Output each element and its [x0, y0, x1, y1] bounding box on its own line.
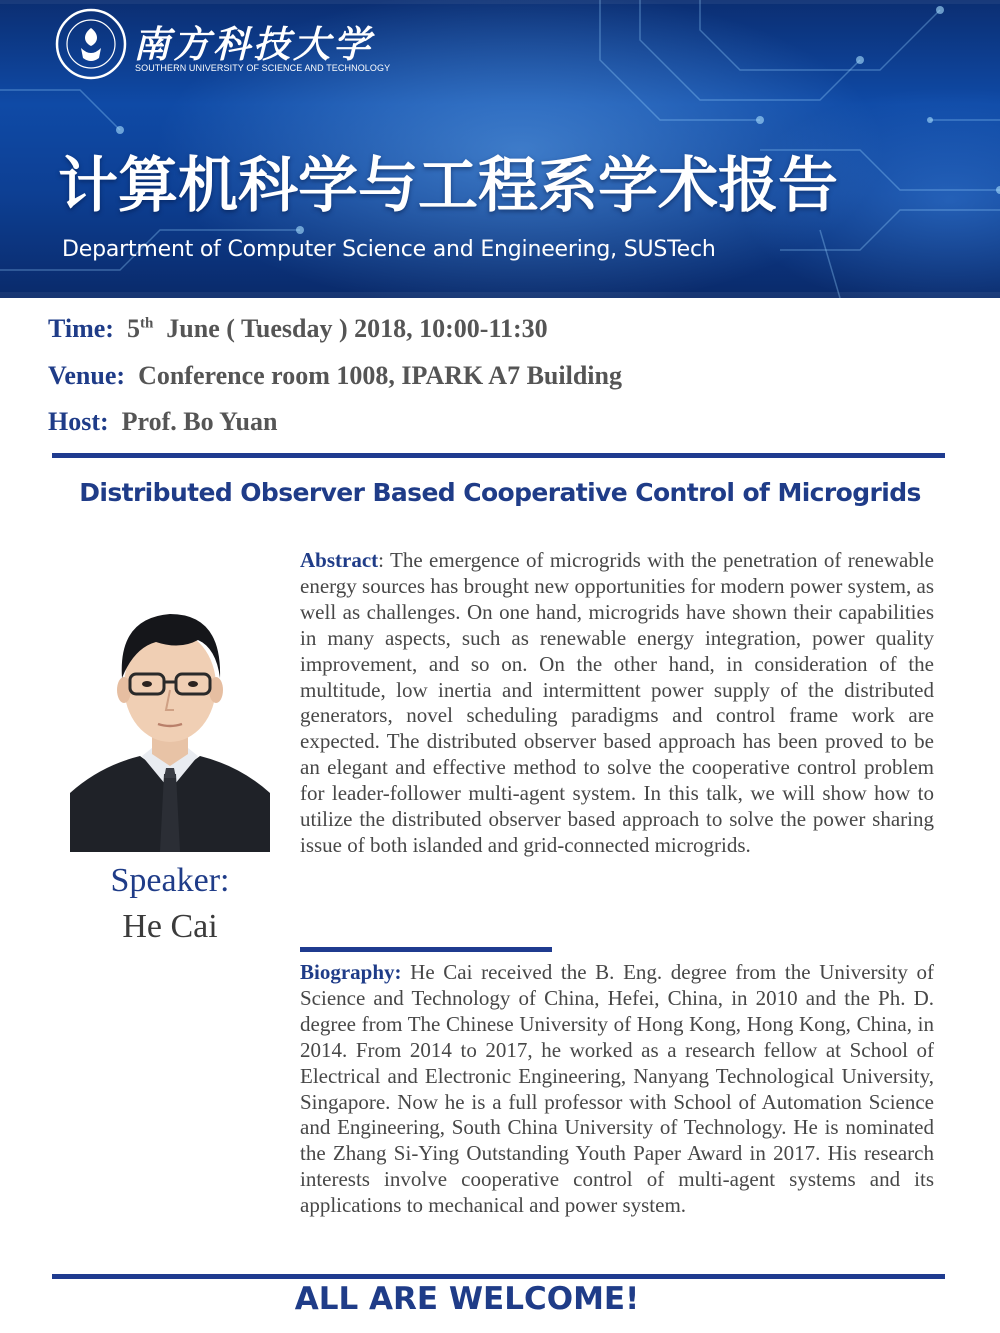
time-label: Time:: [48, 314, 114, 343]
header-banner: [0, 0, 1000, 298]
biography-heading: Biography:: [300, 960, 402, 984]
page-title: 计算机科学与工程系学术报告: [58, 151, 838, 221]
host-value: Prof. Bo Yuan: [121, 407, 278, 436]
host-row: [48, 407, 277, 437]
abstract-section: [300, 548, 934, 859]
host-label: Host:: [48, 407, 109, 436]
welcome-footer: ALL ARE WELCOME!: [294, 1281, 640, 1317]
university-logo: [55, 8, 391, 80]
divider-mid: [300, 947, 552, 952]
divider-top: [52, 453, 945, 458]
talk-title: Distributed Observer Based Cooperative Control of Microgrids: [79, 478, 921, 507]
speaker-photo: [70, 578, 270, 852]
speaker-label: Speaker:: [110, 862, 230, 899]
speaker-name: He Cai: [122, 908, 218, 945]
department-subtitle: Department of Computer Science and Engineering, SUSTech: [62, 237, 716, 262]
venue-label: Venue:: [48, 361, 126, 390]
speaker-portrait-image: [70, 578, 270, 852]
university-seal-icon: [55, 8, 127, 80]
university-name-en: SOUTHERN UNIVERSITY OF SCIENCE AND TECHNOLOGY: [135, 63, 391, 73]
abstract-heading: Abstract: [300, 548, 379, 572]
time-day: 5: [126, 314, 140, 343]
time-value: June ( Tuesday ) 2018, 10:00-11:30: [166, 314, 548, 343]
biography-text: He Cai received the B. Eng. degree from the University of Science and Technology of China, Hefei, China, in 2010 and the Ph. D. degree from The Chinese University of Hong Kong, Hong Kong, China, in 2014. From 2014 to 2017, he worked as a research fellow at School of Electrical and Electronic Engineering, Nanyang Technological University, Singapore. Now he is a full professor with School of Automation Science and Engineering, South China University of Technology. He is nominated the Zhang Si-Ying Outstanding Youth Paper Award in 2017. His research interests involve cooperative control of multi-agent systems and its applications to mechanical and power system.: [300, 960, 934, 1218]
time-day-suffix: th: [139, 315, 154, 332]
biography-section: [300, 960, 934, 1219]
divider-bottom: [52, 1274, 945, 1279]
time-row: [48, 314, 548, 344]
university-name-cn: 南方科技大学: [133, 22, 373, 66]
venue-value: Conference room 1008, IPARK A7 Building: [138, 361, 622, 390]
venue-row: [48, 361, 622, 391]
abstract-text: : The emergence of microgrids with the penetration of renewable energy sources has brought new opportunities for modern power system, as well as challenges. On one hand, microgrids have shown their capabilities in many aspects, such as renewable energy integration, power quality improvement, and so on. On the other hand, in consideration of the multitude, low inertia and intermittent power supply of the distributed generators, novel scheduling paradigms and control frame work are expected. The distributed observer based approach has been proved to be an elegant and effective method to solve the cooperative control problem for leader-follower multi-agent system. In this talk, we will show how to utilize the distributed observer based approach to solve the power sharing issue of both islanded and grid-connected microgrids.: [300, 548, 934, 857]
